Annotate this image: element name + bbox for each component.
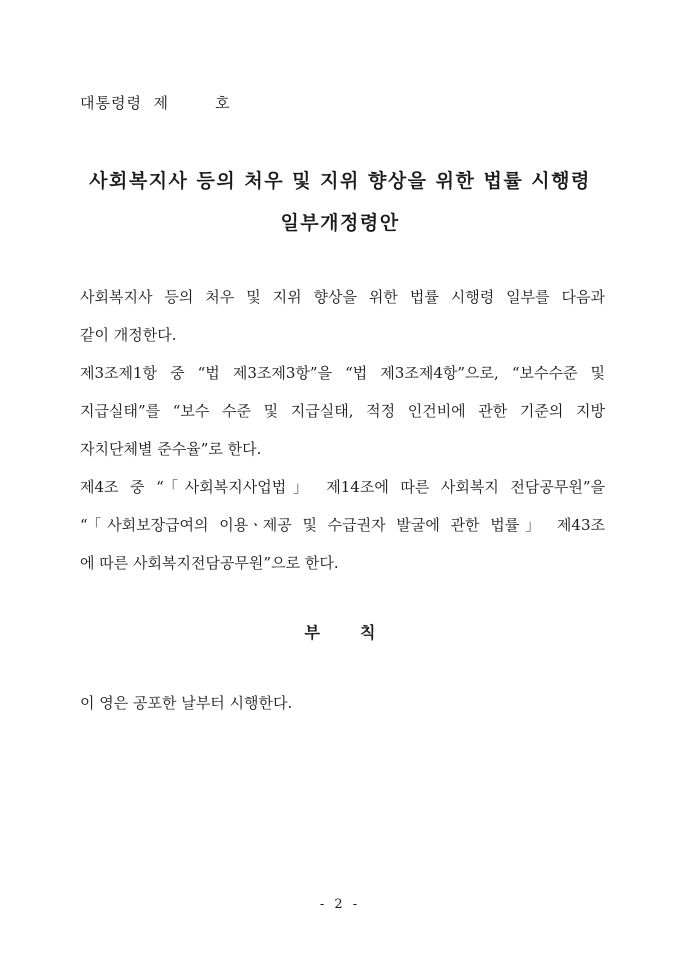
decree-number: 대통령령 제 호 xyxy=(80,94,231,112)
body-line-3: 제3조제1항 중 “법 제3조제3항”을 “법 제3조제4항”으로, “보수수준 및 xyxy=(80,364,605,382)
supplementary-text: 이 영은 공포한 날부터 시행한다. xyxy=(80,694,293,712)
page-number: - 2 - xyxy=(319,897,361,912)
supplementary-heading: 부칙 xyxy=(304,623,416,642)
body-line-2: 같이 개정한다. xyxy=(80,326,177,344)
body-line-4: 지급실태”를 “보수 수준 및 지급실태, 적정 인건비에 관한 기준의 지방 xyxy=(80,402,605,420)
body-line-7: “「사회보장급여의 이용ㆍ제공 및 수급권자 발굴에 관한 법률」 제43조 xyxy=(80,516,605,534)
body-line-5: 자치단체별 준수율”로 한다. xyxy=(80,440,262,458)
body-line-1: 사회복지사 등의 처우 및 지위 향상을 위한 법률 시행령 일부를 다음과 xyxy=(80,288,605,306)
document-title-line-1: 사회복지사 등의 처우 및 지위 향상을 위한 법률 시행령 xyxy=(89,170,591,192)
body-line-8: 에 따른 사회복지전담공무원”으로 한다. xyxy=(80,554,339,572)
body-line-6: 제4조 중 “「사회복지사업법」 제14조에 따른 사회복지 전담공무원”을 xyxy=(80,478,605,496)
document-title-line-2: 일부개정령안 xyxy=(280,212,400,234)
